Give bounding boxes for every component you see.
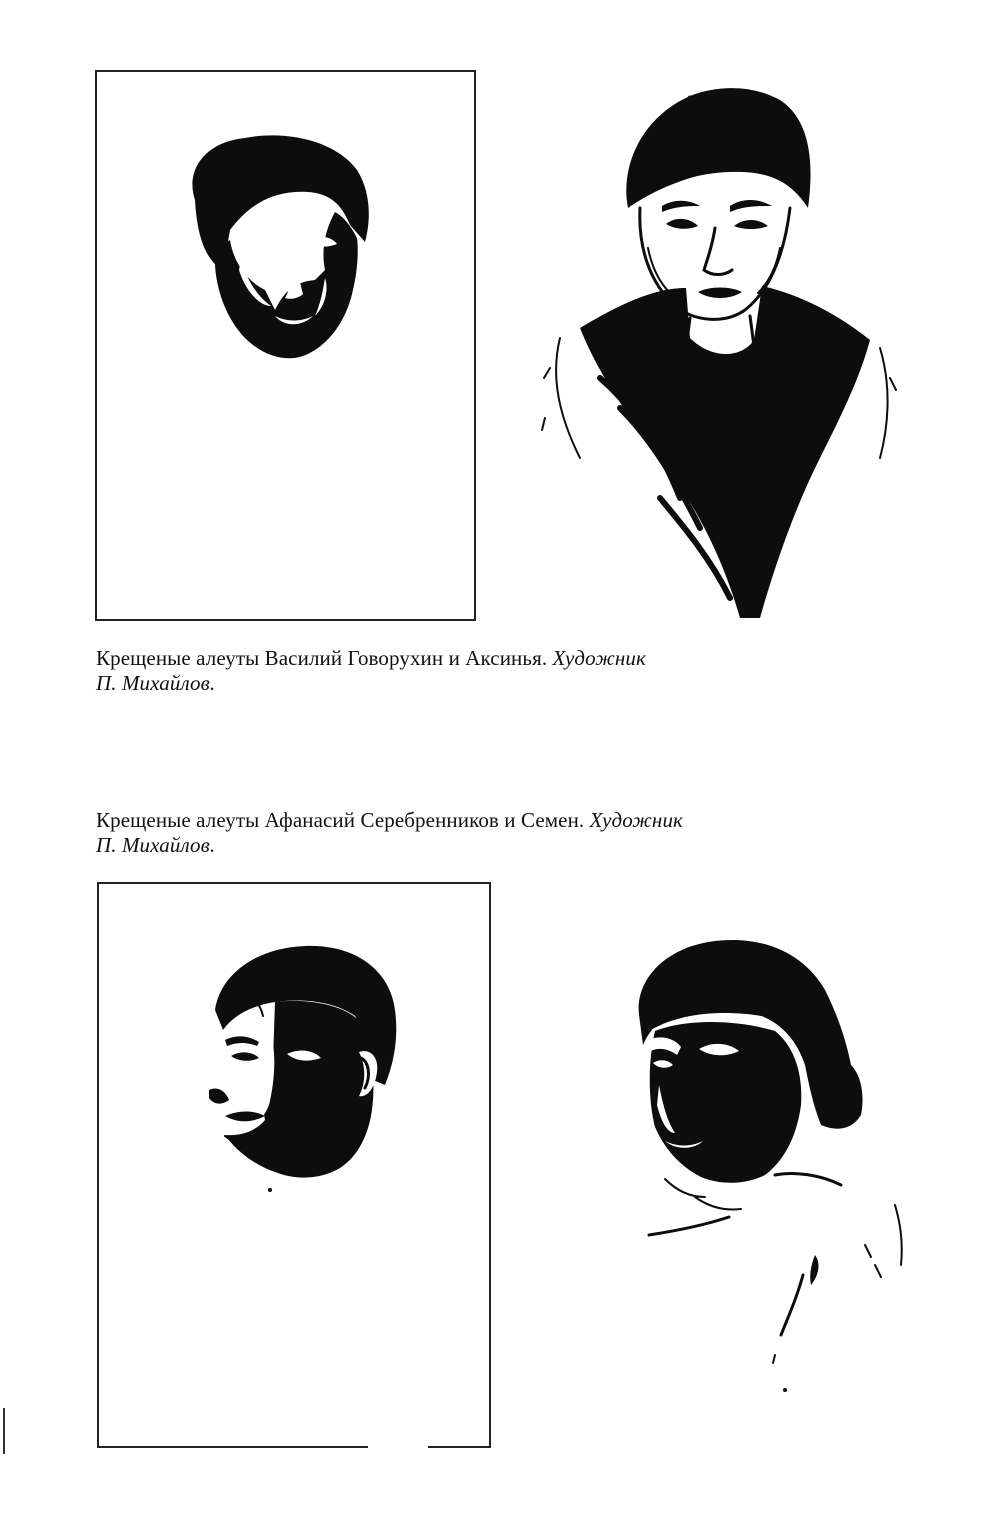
plate-1-caption-text: Крещеные алеуты Василий Говорухин и Аксинья. <box>96 646 548 670</box>
plate-2-caption <box>96 808 683 858</box>
portrait-vasily-govorukhin <box>175 130 375 370</box>
left-margin-mark <box>3 1408 5 1454</box>
plate-1-artist-label: Художник <box>552 646 646 670</box>
plate-2-caption-line-2 <box>96 833 683 858</box>
plate-1-artist-name: П. Михайлов. <box>96 671 216 695</box>
plate-1-caption-line-1 <box>96 646 646 671</box>
portrait-afanasy-serebrennikov <box>195 940 405 1200</box>
plate-2-artist-name: П. Михайлов. <box>96 833 216 857</box>
bottom-edge-mark <box>368 1446 428 1450</box>
portrait-aksinya <box>540 78 900 623</box>
plate-2-caption-text: Крещеные алеуты Афанасий Серебренников и Семен. <box>96 808 585 832</box>
plate-1-caption <box>96 646 646 696</box>
plate-2-caption-line-1 <box>96 808 683 833</box>
plate-2-artist-label: Художник <box>589 808 683 832</box>
portrait-semen <box>625 935 915 1395</box>
plate-1-caption-line-2 <box>96 671 646 696</box>
